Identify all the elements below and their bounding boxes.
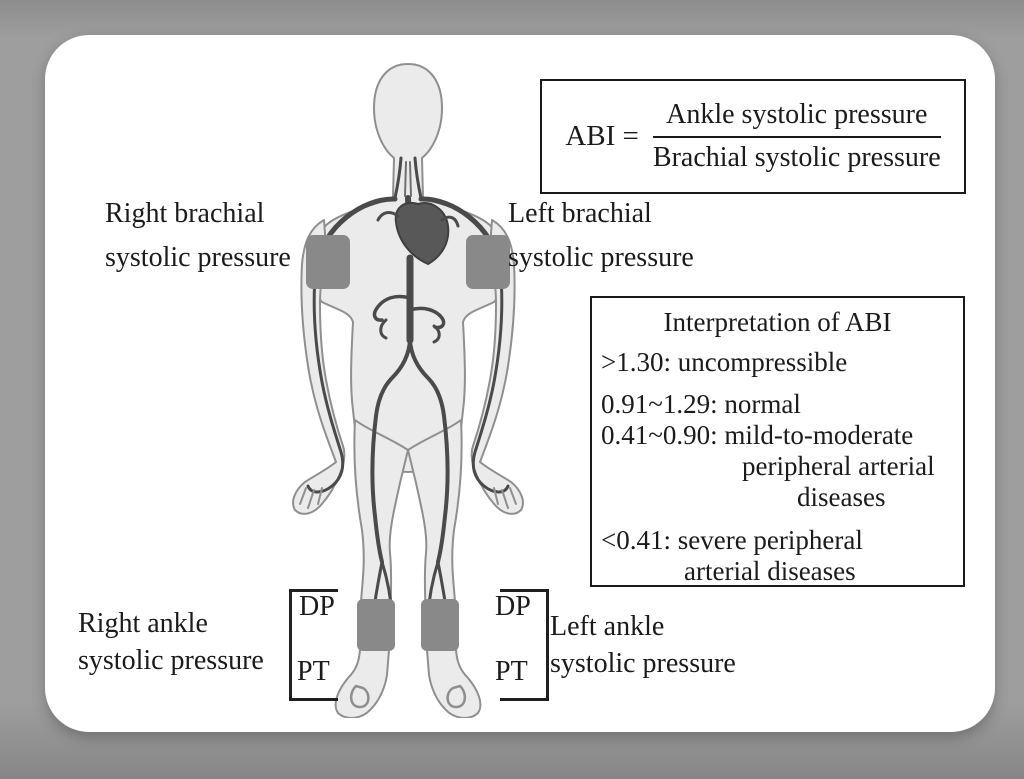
dp-label: DP [299,591,335,622]
formula-lhs: ABI = [565,120,639,152]
right-ankle-label: Right ankle systolic pressure [78,608,264,676]
fraction-denominator: Brachial systolic pressure [652,142,941,173]
right-brachial-label: Right brachial systolic pressure [105,198,291,273]
fraction-numerator: Ankle systolic pressure [653,99,941,138]
diagram-card [45,35,995,732]
pt-label: PT [297,656,330,687]
abi-interpretation-box [590,296,965,587]
interpretation-line: diseases [797,482,886,512]
pt-label: PT [495,656,528,687]
left-ankle-label: Left ankle systolic pressure [550,611,736,679]
interpretation-line: peripheral arterial [742,451,935,481]
interpretation-line: 0.41~0.90: mild-to-moderate [601,420,914,450]
left-ankle-cuff [421,599,459,651]
left-arm-cuff [466,235,510,289]
interpretation-line: arterial diseases [684,556,856,586]
left-brachial-label: Left brachial systolic pressure [508,198,694,273]
dp-label: DP [495,591,531,622]
interpretation-line: <0.41: severe peripheral [601,525,863,555]
abi-formula-box [540,79,966,194]
interpretation-title: Interpretation of ABI [663,307,892,337]
formula-fraction [653,99,941,174]
right-ankle-cuff [357,599,395,651]
interpretation-line: >1.30: uncompressible [601,347,848,377]
right-arm-cuff [306,235,350,289]
interpretation-line: 0.91~1.29: normal [601,389,801,419]
